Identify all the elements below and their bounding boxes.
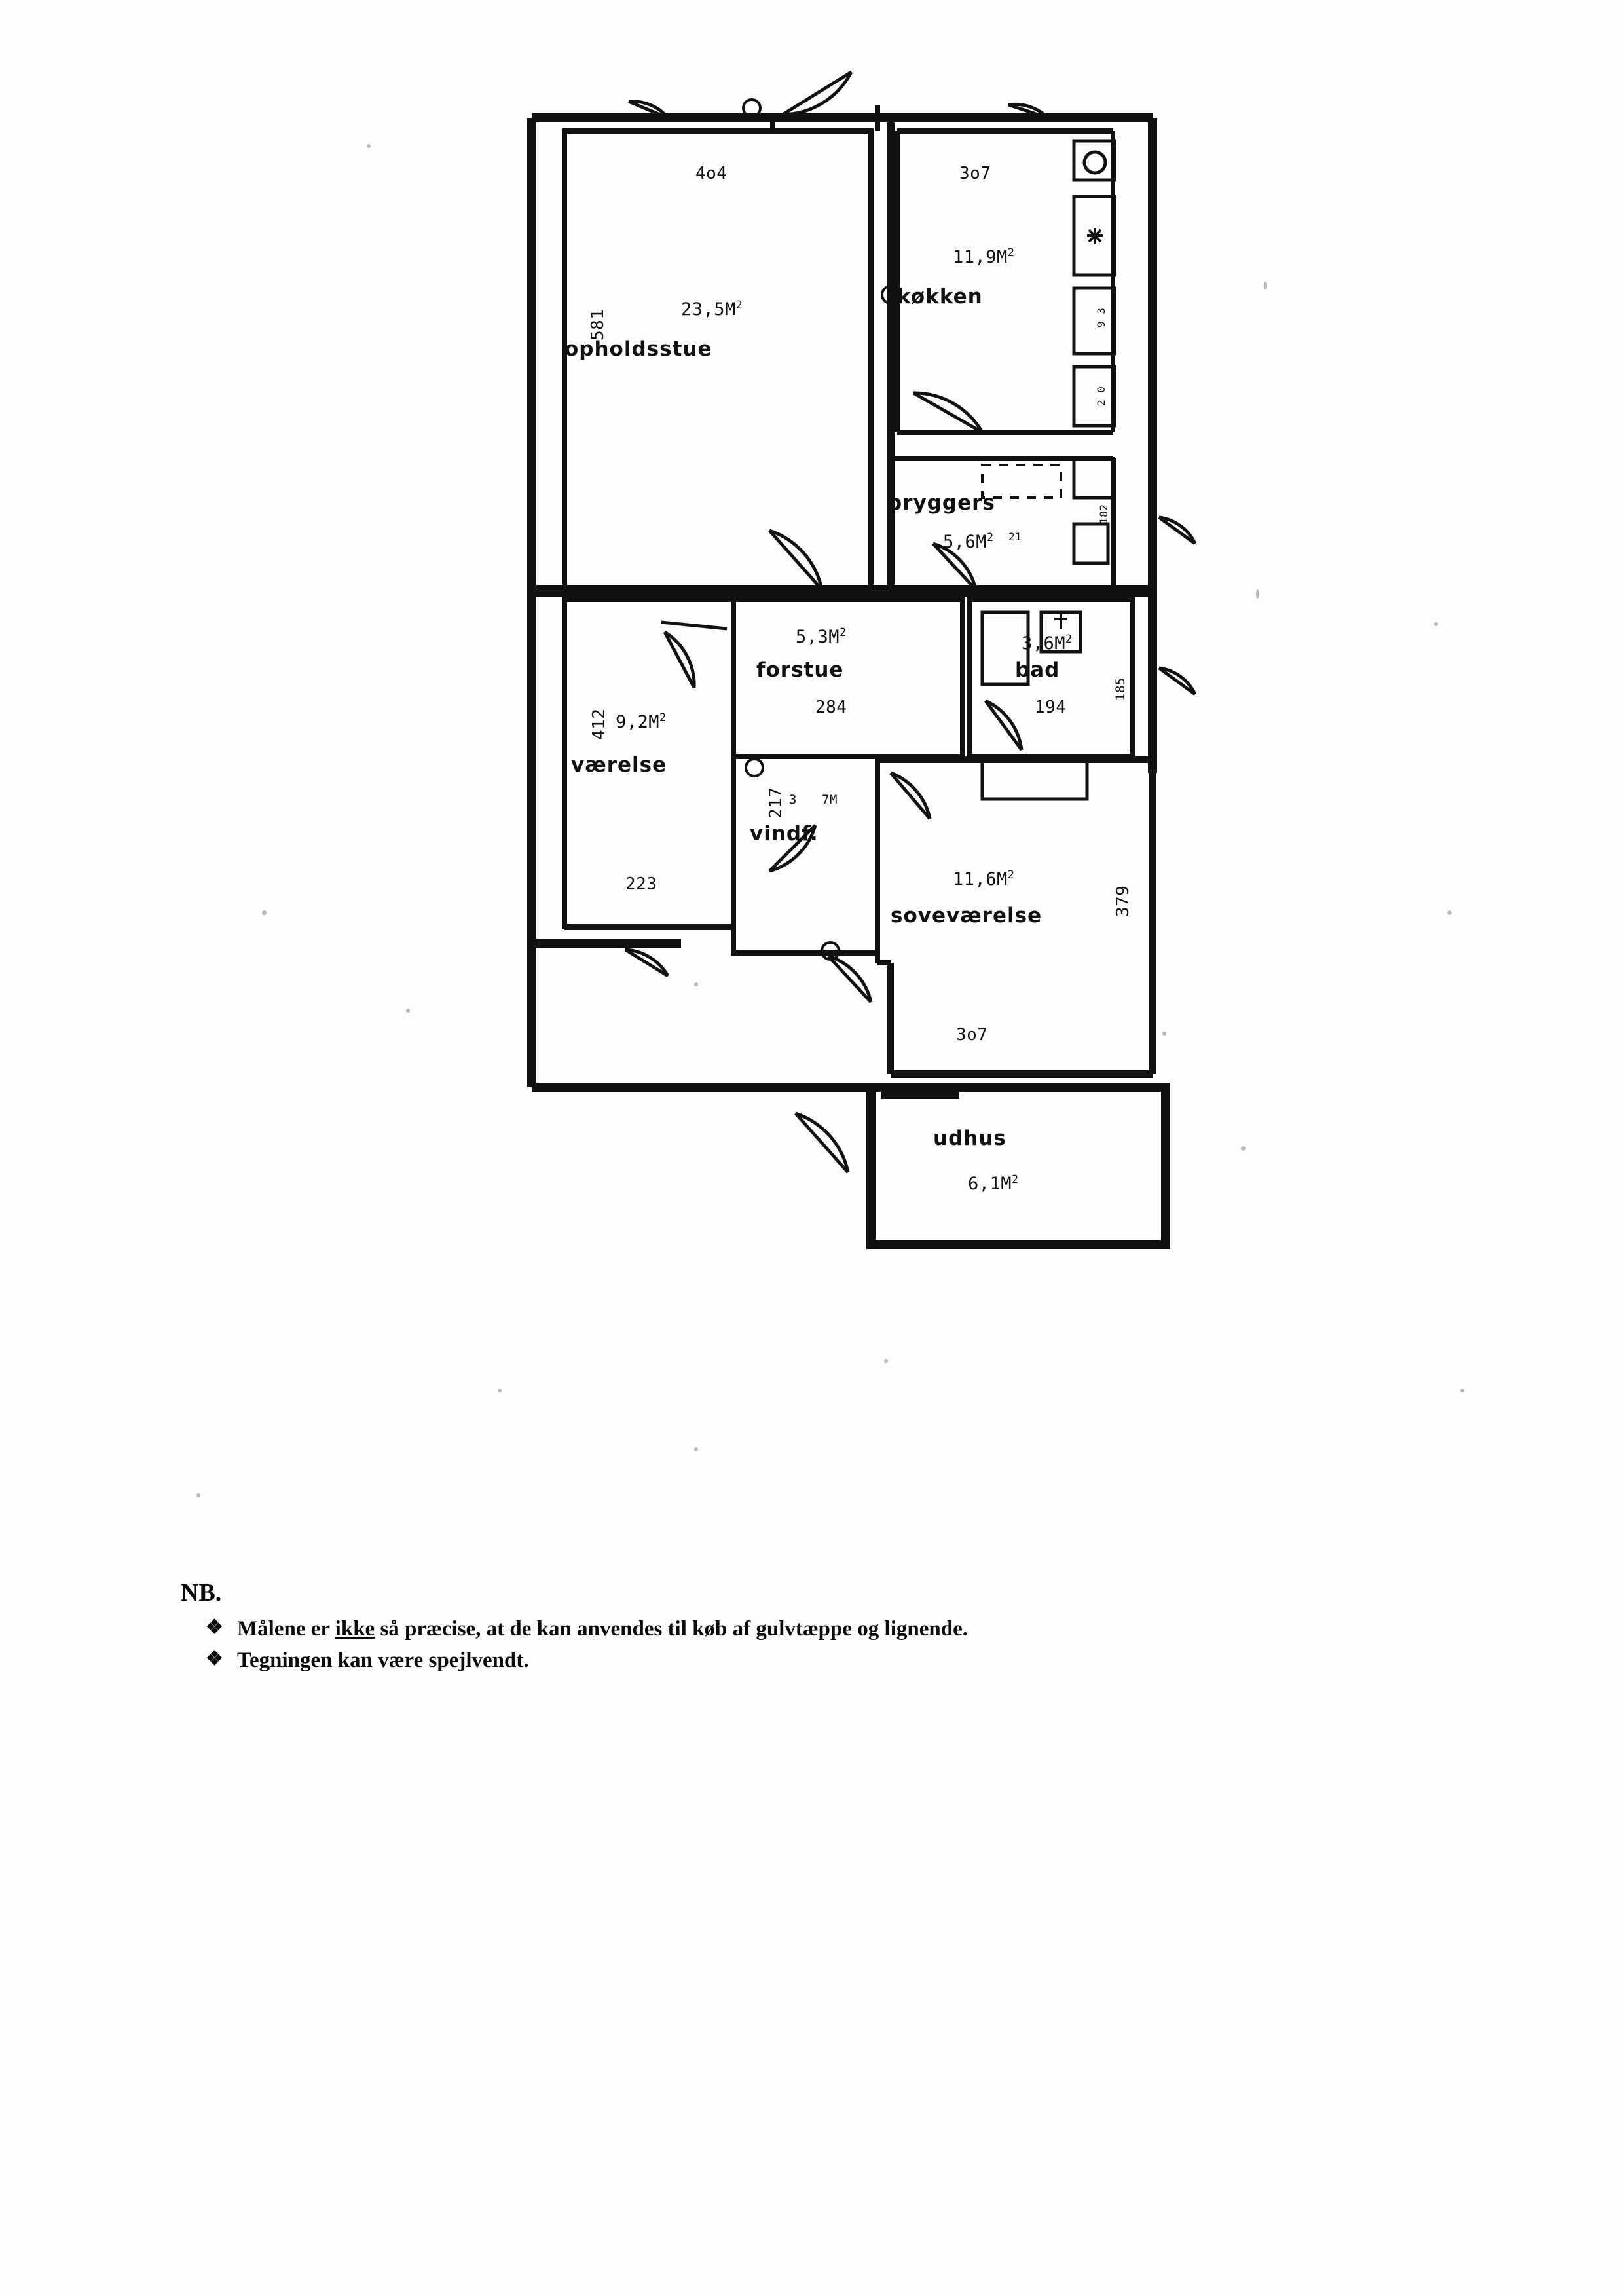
dimension-bad-right: 185: [1113, 677, 1128, 701]
dimension-vaerelse-bottom: 223: [625, 874, 657, 894]
note-item-1: [206, 1614, 1425, 1645]
scan-speck: [1434, 622, 1438, 626]
note-block: [181, 1578, 1425, 1677]
area-udhus: $6,1M^2$: [968, 1172, 1019, 1194]
scan-speck: [884, 1359, 888, 1363]
area-vaerelse: $9,2M^2$: [616, 711, 667, 732]
dimension-vindfang-inner2: 7M: [822, 793, 838, 807]
room-label-vindfang: vindf.: [750, 822, 819, 846]
scan-speck: [1162, 1032, 1166, 1036]
scan-speck: [498, 1389, 502, 1392]
room-label-vaerelse: værelse: [571, 753, 667, 777]
note-item-1-pre: Målene er: [237, 1617, 335, 1641]
scan-speck: [1256, 589, 1259, 599]
area-kokken: $11,9M^2$: [953, 246, 1015, 267]
room-label-udhus: udhus: [933, 1127, 1006, 1150]
scan-speck: [1241, 1146, 1246, 1151]
dimension-vindfang-left: 217: [766, 787, 786, 819]
dimension-opholdsstue-top: 4o4: [695, 164, 728, 183]
area-bryggers: $5,6M^2$: [943, 531, 994, 552]
dimension-forstue-bottom: 284: [815, 698, 847, 717]
scan-speck: [367, 144, 371, 148]
scan-speck: [196, 1493, 200, 1497]
scan-speck: [406, 1009, 410, 1013]
room-label-sovevaerelse: soveværelse: [891, 904, 1043, 927]
dimension-misc-20: 2 0: [1095, 386, 1107, 406]
note-item-2-text: Tegningen kan være spejlvendt.: [237, 1648, 529, 1672]
bullet-icon: ❖: [206, 1616, 223, 1638]
dimension-misc-93: 9 3: [1095, 307, 1107, 327]
scan-speck: [694, 1447, 698, 1451]
scan-speck: [1447, 910, 1452, 915]
note-item-1-post: så præcise, at de kan anvendes til køb af gulvtæppe og lignende.: [375, 1617, 968, 1641]
dimension-opholdsstue-left: 581: [588, 308, 608, 341]
scan-speck: [694, 982, 698, 986]
room-label-opholdsstue: opholdsstue: [564, 337, 712, 361]
area-bad: $3,6M^2$: [1022, 632, 1073, 654]
scan-speck: [262, 910, 267, 915]
room-label-bryggers: bryggers: [887, 491, 995, 515]
area-forstue: $5,3M^2$: [796, 625, 847, 647]
dimension-vindfang-inner: 3: [789, 793, 797, 807]
room-label-kokken: køkken: [897, 285, 983, 308]
room-label-forstue: forstue: [756, 658, 844, 682]
bullet-icon: ❖: [206, 1647, 223, 1670]
dimension-sovevaerelse-right: 379: [1113, 885, 1133, 917]
dimension-misc-182: 182: [1098, 504, 1110, 524]
area-sovevaerelse: $11,6M^2$: [953, 868, 1015, 889]
dimension-vaerelse-left: 412: [589, 708, 609, 740]
dimension-bad-bottom: 194: [1035, 698, 1067, 717]
note-list: [181, 1614, 1425, 1677]
note-item-1-underlined: ikke: [335, 1617, 375, 1641]
dimension-misc-21: 21: [1008, 531, 1022, 543]
dimension-sovevaerelse-bottom: 3o7: [956, 1025, 988, 1045]
note-title: NB.: [181, 1579, 222, 1607]
scan-speck: [1264, 282, 1267, 289]
dimension-kokken-top: 3o7: [959, 164, 991, 183]
note-item-2: [206, 1645, 1425, 1677]
scan-speck: [1460, 1389, 1464, 1392]
area-opholdsstue: $23,5M^2$: [681, 298, 743, 320]
room-label-bad: bad: [1015, 658, 1060, 682]
